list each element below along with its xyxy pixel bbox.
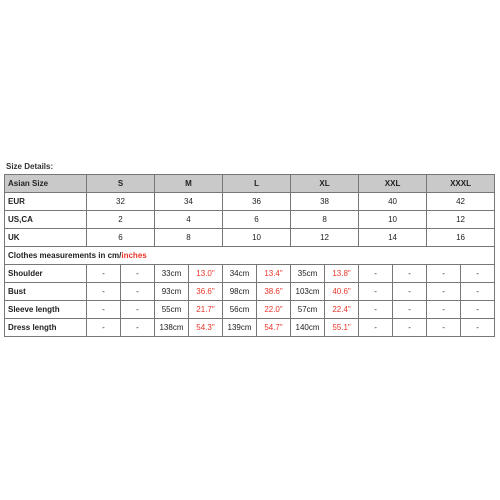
table-cell: - <box>427 319 461 337</box>
table-cell: - <box>427 265 461 283</box>
measurements-title-inches: inches <box>121 251 147 260</box>
table-cell: 32 <box>87 193 155 211</box>
measurement-row-bust <box>5 283 495 301</box>
table-cell: 4 <box>155 211 223 229</box>
table-cell: 140cm <box>291 319 325 337</box>
table-cell-inch: 13.4" <box>257 265 291 283</box>
table-cell: - <box>359 265 393 283</box>
table-cell: 16 <box>427 229 495 247</box>
table-cell: - <box>87 319 121 337</box>
row-label: Shoulder <box>5 265 87 283</box>
table-cell: - <box>87 301 121 319</box>
table-cell: 33cm <box>155 265 189 283</box>
table-cell: - <box>393 283 427 301</box>
table-cell: 12 <box>291 229 359 247</box>
table-cell: 103cm <box>291 283 325 301</box>
table-cell-inch: 13.0" <box>189 265 223 283</box>
table-cell: 56cm <box>223 301 257 319</box>
measurements-title <box>5 247 495 265</box>
table-cell: 93cm <box>155 283 189 301</box>
table-cell: 38 <box>291 193 359 211</box>
table-cell: - <box>461 265 495 283</box>
size-header-cell: M <box>155 175 223 193</box>
table-cell: 10 <box>223 229 291 247</box>
table-cell: 8 <box>291 211 359 229</box>
table-cell: - <box>359 319 393 337</box>
table-cell: 138cm <box>155 319 189 337</box>
table-cell-inch: 38.6" <box>257 283 291 301</box>
size-header-row <box>5 175 495 193</box>
table-cell: - <box>87 265 121 283</box>
table-cell-inch: 54.7" <box>257 319 291 337</box>
measurement-row-sleeve-length <box>5 301 495 319</box>
table-cell: - <box>461 283 495 301</box>
table-cell-inch: 22.0" <box>257 301 291 319</box>
table-cell: 36 <box>223 193 291 211</box>
table-cell: - <box>427 301 461 319</box>
conversion-row-uk <box>5 229 495 247</box>
table-cell: 2 <box>87 211 155 229</box>
table-cell-inch: 36.6" <box>189 283 223 301</box>
table-cell: - <box>121 301 155 319</box>
size-chart-table <box>4 174 495 337</box>
table-cell: 6 <box>223 211 291 229</box>
table-cell-inch: 54.3" <box>189 319 223 337</box>
size-header-cell: L <box>223 175 291 193</box>
table-cell: 34cm <box>223 265 257 283</box>
table-cell: - <box>121 319 155 337</box>
size-header-label: Asian Size <box>5 175 87 193</box>
table-cell-inch: 21.7" <box>189 301 223 319</box>
size-header-cell: XXL <box>359 175 427 193</box>
size-header-cell: XXXL <box>427 175 495 193</box>
table-cell: 10 <box>359 211 427 229</box>
row-label: US,CA <box>5 211 87 229</box>
table-cell: 57cm <box>291 301 325 319</box>
table-caption: Size Details: <box>6 162 54 171</box>
table-cell: 55cm <box>155 301 189 319</box>
table-cell: - <box>461 319 495 337</box>
row-label: Dress length <box>5 319 87 337</box>
table-cell: - <box>359 283 393 301</box>
measurement-row-shoulder <box>5 265 495 283</box>
row-label: Sleeve length <box>5 301 87 319</box>
table-cell: - <box>359 301 393 319</box>
table-cell: 8 <box>155 229 223 247</box>
size-header-cell: S <box>87 175 155 193</box>
table-cell: - <box>393 301 427 319</box>
table-cell: - <box>427 283 461 301</box>
row-label: EUR <box>5 193 87 211</box>
table-cell: 12 <box>427 211 495 229</box>
table-cell-inch: 40.6" <box>325 283 359 301</box>
table-cell: - <box>121 265 155 283</box>
table-cell: - <box>121 283 155 301</box>
table-cell: 139cm <box>223 319 257 337</box>
table-cell: 40 <box>359 193 427 211</box>
table-cell: 42 <box>427 193 495 211</box>
row-label: Bust <box>5 283 87 301</box>
table-cell: 98cm <box>223 283 257 301</box>
measurements-title-prefix: Clothes measurements in cm/ <box>8 251 122 260</box>
measurement-row-dress-length <box>5 319 495 337</box>
size-header-cell: XL <box>291 175 359 193</box>
table-cell: 34 <box>155 193 223 211</box>
table-cell-inch: 13.8" <box>325 265 359 283</box>
table-cell: 14 <box>359 229 427 247</box>
conversion-row-us-ca <box>5 211 495 229</box>
table-cell: - <box>87 283 121 301</box>
table-cell: - <box>461 301 495 319</box>
table-cell: - <box>393 319 427 337</box>
conversion-row-eur <box>5 193 495 211</box>
table-cell: 6 <box>87 229 155 247</box>
row-label: UK <box>5 229 87 247</box>
table-cell-inch: 55.1" <box>325 319 359 337</box>
measurements-title-row <box>5 247 495 265</box>
table-cell: - <box>393 265 427 283</box>
table-cell: 35cm <box>291 265 325 283</box>
table-cell-inch: 22.4" <box>325 301 359 319</box>
